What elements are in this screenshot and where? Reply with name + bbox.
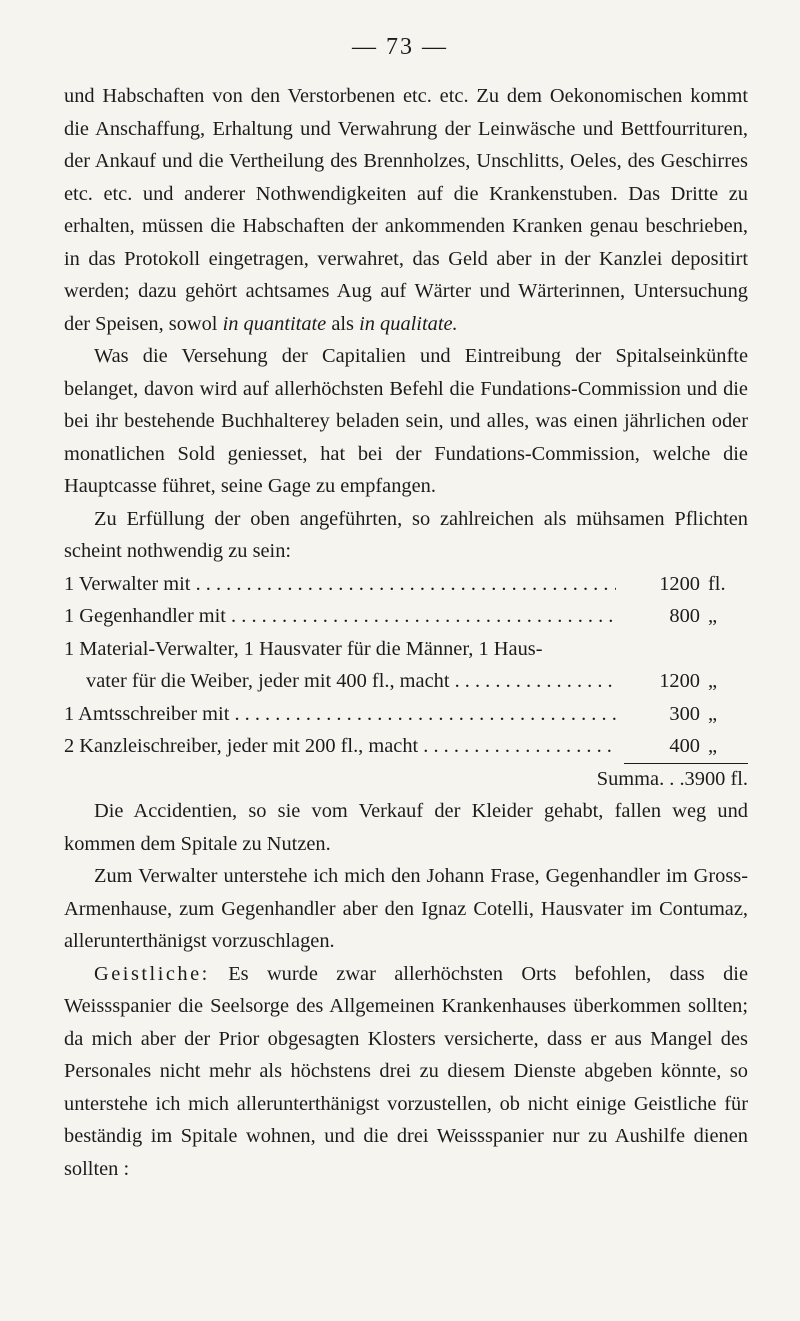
- connector-text: als: [326, 312, 360, 335]
- budget-row: [64, 568, 748, 601]
- budget-row: [64, 600, 748, 633]
- paragraph-text: Es wurde zwar allerhöchsten Orts befohlen, dass die Weissspanier die Seelsorge des Allgemeinen Krankenhauses überkommen sollten; da mich aber der Prior obgesagten Klosters versicherte, dass er aus Mangel des Personales nicht mehr als höchstens drei zu diesem Dienste abgeben könnte, so unterstehe ich mich allerunterthänigst vorzustellen, ob nicht einige Geistliche für beständig im Spitale wohnen, und die drei Weissspanier nur zu Aushilfe dienen sollten :: [64, 962, 748, 1180]
- budget-amount: 1200: [659, 670, 700, 692]
- budget-unit: „: [708, 670, 718, 692]
- section-lead: Geistliche:: [94, 962, 210, 985]
- staff-budget-list: [64, 568, 748, 796]
- budget-amount: 400: [669, 735, 700, 757]
- budget-row: [64, 698, 748, 731]
- budget-amount: 800: [669, 605, 700, 627]
- budget-amount: 300: [669, 702, 700, 725]
- budget-row: [64, 665, 748, 698]
- paragraph-erfuellung: Zu Erfüllung der oben angeführten, so zahlreichen als mühsamen Pflichten scheint nothwendig zu sein:: [64, 507, 748, 562]
- budget-label: 1 Verwalter mit . . .: [64, 568, 616, 601]
- budget-row-first-line: 1 Material-Verwalter, 1 Hausvater für die Männer, 1 Haus-: [64, 637, 543, 660]
- budget-unit: fl.: [708, 572, 726, 595]
- latin-term: in qualitate.: [359, 312, 458, 335]
- paragraph-habschaften: [64, 80, 748, 340]
- budget-label: 1 Gegenhandler mit . . .: [64, 600, 616, 633]
- paragraph-accidentien: Die Accidentien, so sie vom Verkauf der Kleider gehabt, fallen weg und kommen dem Spitale zu Nutzen.: [64, 800, 748, 855]
- paragraph-text: und Habschaften von den Verstorbenen etc. etc. Zu dem Oekonomischen kommt die Anschaffung, Erhaltung und Verwahrung der Leinwäsche und Bettfourrituren, der Ankauf und die Vertheilung des Brennholzes, Unschlitts, Oeles, des Geschirres etc. etc. und anderer Nothwendigkeiten auf die Krankenstuben. Das Dritte zu erhalten, müssen die Habschaften der ankommenden Kranken genau beschrieben, in das Protokoll eingetragen, verwahret, das Geld aber in der Kanzlei depositirt werden; dazu gehört achtsames Aug auf Wärter und Wärterinnen, Untersuchung der Speisen, sowol: [64, 85, 748, 335]
- budget-label: 1 Amtsschreiber mit . . .: [64, 698, 616, 731]
- budget-row: [64, 730, 748, 763]
- budget-unit: „: [708, 735, 718, 757]
- paragraph-capitalien: Was die Versehung der Capitalien und Eintreibung der Spitalseinkünfte belanget, davon wird auf allerhöchsten Befehl die Fundations-Commission und die bei ihr bestehende Buchhalterey beladen sein, und alles, was einen jährlichen oder monatlichen Sold geniesset, hat bei der Fundations-Commission, welche die Hauptcasse führet, seine Gage zu empfangen.: [64, 345, 748, 497]
- budget-unit: „: [708, 702, 718, 725]
- budget-unit: „: [708, 605, 718, 627]
- budget-amount: 1200: [659, 572, 700, 595]
- paragraph-verwalter: Zum Verwalter unterstehe ich mich den Johann Frase, Gegenhandler im Gross-Armenhause, zum Gegenhandler aber den Ignaz Cotelli, Hausvater im Contumaz, allerunterthänigst vorzuschlagen.: [64, 865, 748, 952]
- body-text: [64, 80, 748, 1185]
- latin-term: in quantitate: [222, 312, 327, 335]
- budget-label: vater für die Weiber, jeder mit 400 fl., macht . . .: [86, 665, 616, 698]
- paragraph-geistliche: [64, 958, 748, 1186]
- page-number: — 73 —: [352, 34, 448, 60]
- budget-total: Summa. . .3900 fl.: [596, 767, 748, 790]
- budget-total-row: [64, 763, 748, 796]
- budget-label: 2 Kanzleischreiber, jeder mit 200 fl., macht . . .: [64, 730, 616, 763]
